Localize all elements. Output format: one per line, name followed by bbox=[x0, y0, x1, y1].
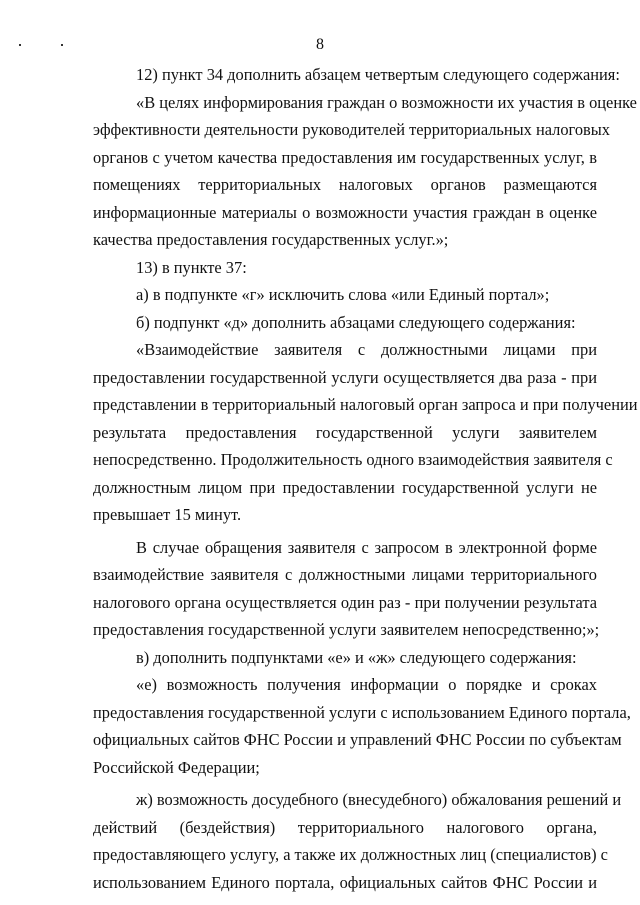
paragraph-line: органов с учетом качества предоставления им государственных услуг, в bbox=[93, 147, 597, 167]
paragraph-line: 12) пункт 34 дополнить абзацем четвертым следующего содержания: bbox=[136, 65, 620, 84]
paragraph-line: превышает 15 минут. bbox=[93, 505, 242, 524]
paragraph-line: предоставляющего услугу, а также их должностных лиц (специалистов) с bbox=[93, 845, 608, 864]
paragraph-line: официальных сайтов ФНС России и управлений ФНС России по субъектам bbox=[93, 730, 622, 749]
paragraph-line: В случае обращения заявителя с запросом в электронной форме bbox=[136, 537, 597, 557]
paragraph-line: б) подпункт «д» дополнить абзацами следующего содержания: bbox=[136, 312, 576, 332]
page-number: 8 bbox=[316, 36, 324, 53]
paragraph-line: результата предоставления государственной услуги заявителем bbox=[93, 422, 597, 442]
paragraph-line: представлении в территориальный налоговый орган запроса и при получении bbox=[93, 395, 638, 414]
paragraph-line: действий (бездействия) территориального налогового органа, bbox=[93, 817, 597, 837]
paragraph-line: 13) в пункте 37: bbox=[136, 257, 247, 277]
paragraph-line: ж) возможность досудебного (внесудебного) обжалования решений и bbox=[136, 790, 622, 809]
paragraph-line: должностным лицом при предоставлении государственной услуги не bbox=[93, 477, 597, 497]
paragraph-line: помещениях территориальных налоговых органов размещаются bbox=[93, 175, 597, 194]
paragraph-line: взаимодействие заявителя с должностными лицами территориального bbox=[93, 565, 597, 584]
paragraph-line: «В целях информирования граждан о возможности их участия в оценке bbox=[136, 92, 637, 112]
paragraph-line: Российской Федерации; bbox=[93, 757, 260, 777]
paragraph-line: в) дополнить подпунктами «е» и «ж» следующего содержания: bbox=[136, 647, 577, 667]
paragraph-line: информационные материалы о возможности участия граждан в оценке bbox=[93, 202, 597, 222]
paragraph-line: предоставления государственной услуги с использованием Единого портала, bbox=[93, 702, 631, 722]
paragraph-line: предоставления государственной услуги заявителем непосредственно;»; bbox=[93, 620, 600, 639]
paragraph-line: «е) возможность получения информации о порядке и сроках bbox=[136, 675, 597, 694]
document-body bbox=[93, 61, 638, 896]
paragraph-line: налогового органа осуществляется один раз - при получении результата bbox=[93, 592, 597, 612]
paragraph-line: «Взаимодействие заявителя с должностными лицами при bbox=[136, 340, 597, 359]
paragraph-line: качества предоставления государственных услуг.»; bbox=[93, 230, 449, 249]
paragraph-line: эффективности деятельности руководителей территориальных налоговых bbox=[93, 120, 610, 139]
paragraph-line: предоставлении государственной услуги осуществляется два раза - при bbox=[93, 367, 597, 387]
paragraph-line: непосредственно. Продолжительность одного взаимодействия заявителя с bbox=[93, 450, 613, 469]
paragraph-line: использованием Единого портала, официальных сайтов ФНС России и bbox=[93, 872, 597, 892]
paragraph-line: а) в подпункте «г» исключить слова «или Единый портал»; bbox=[136, 285, 550, 304]
